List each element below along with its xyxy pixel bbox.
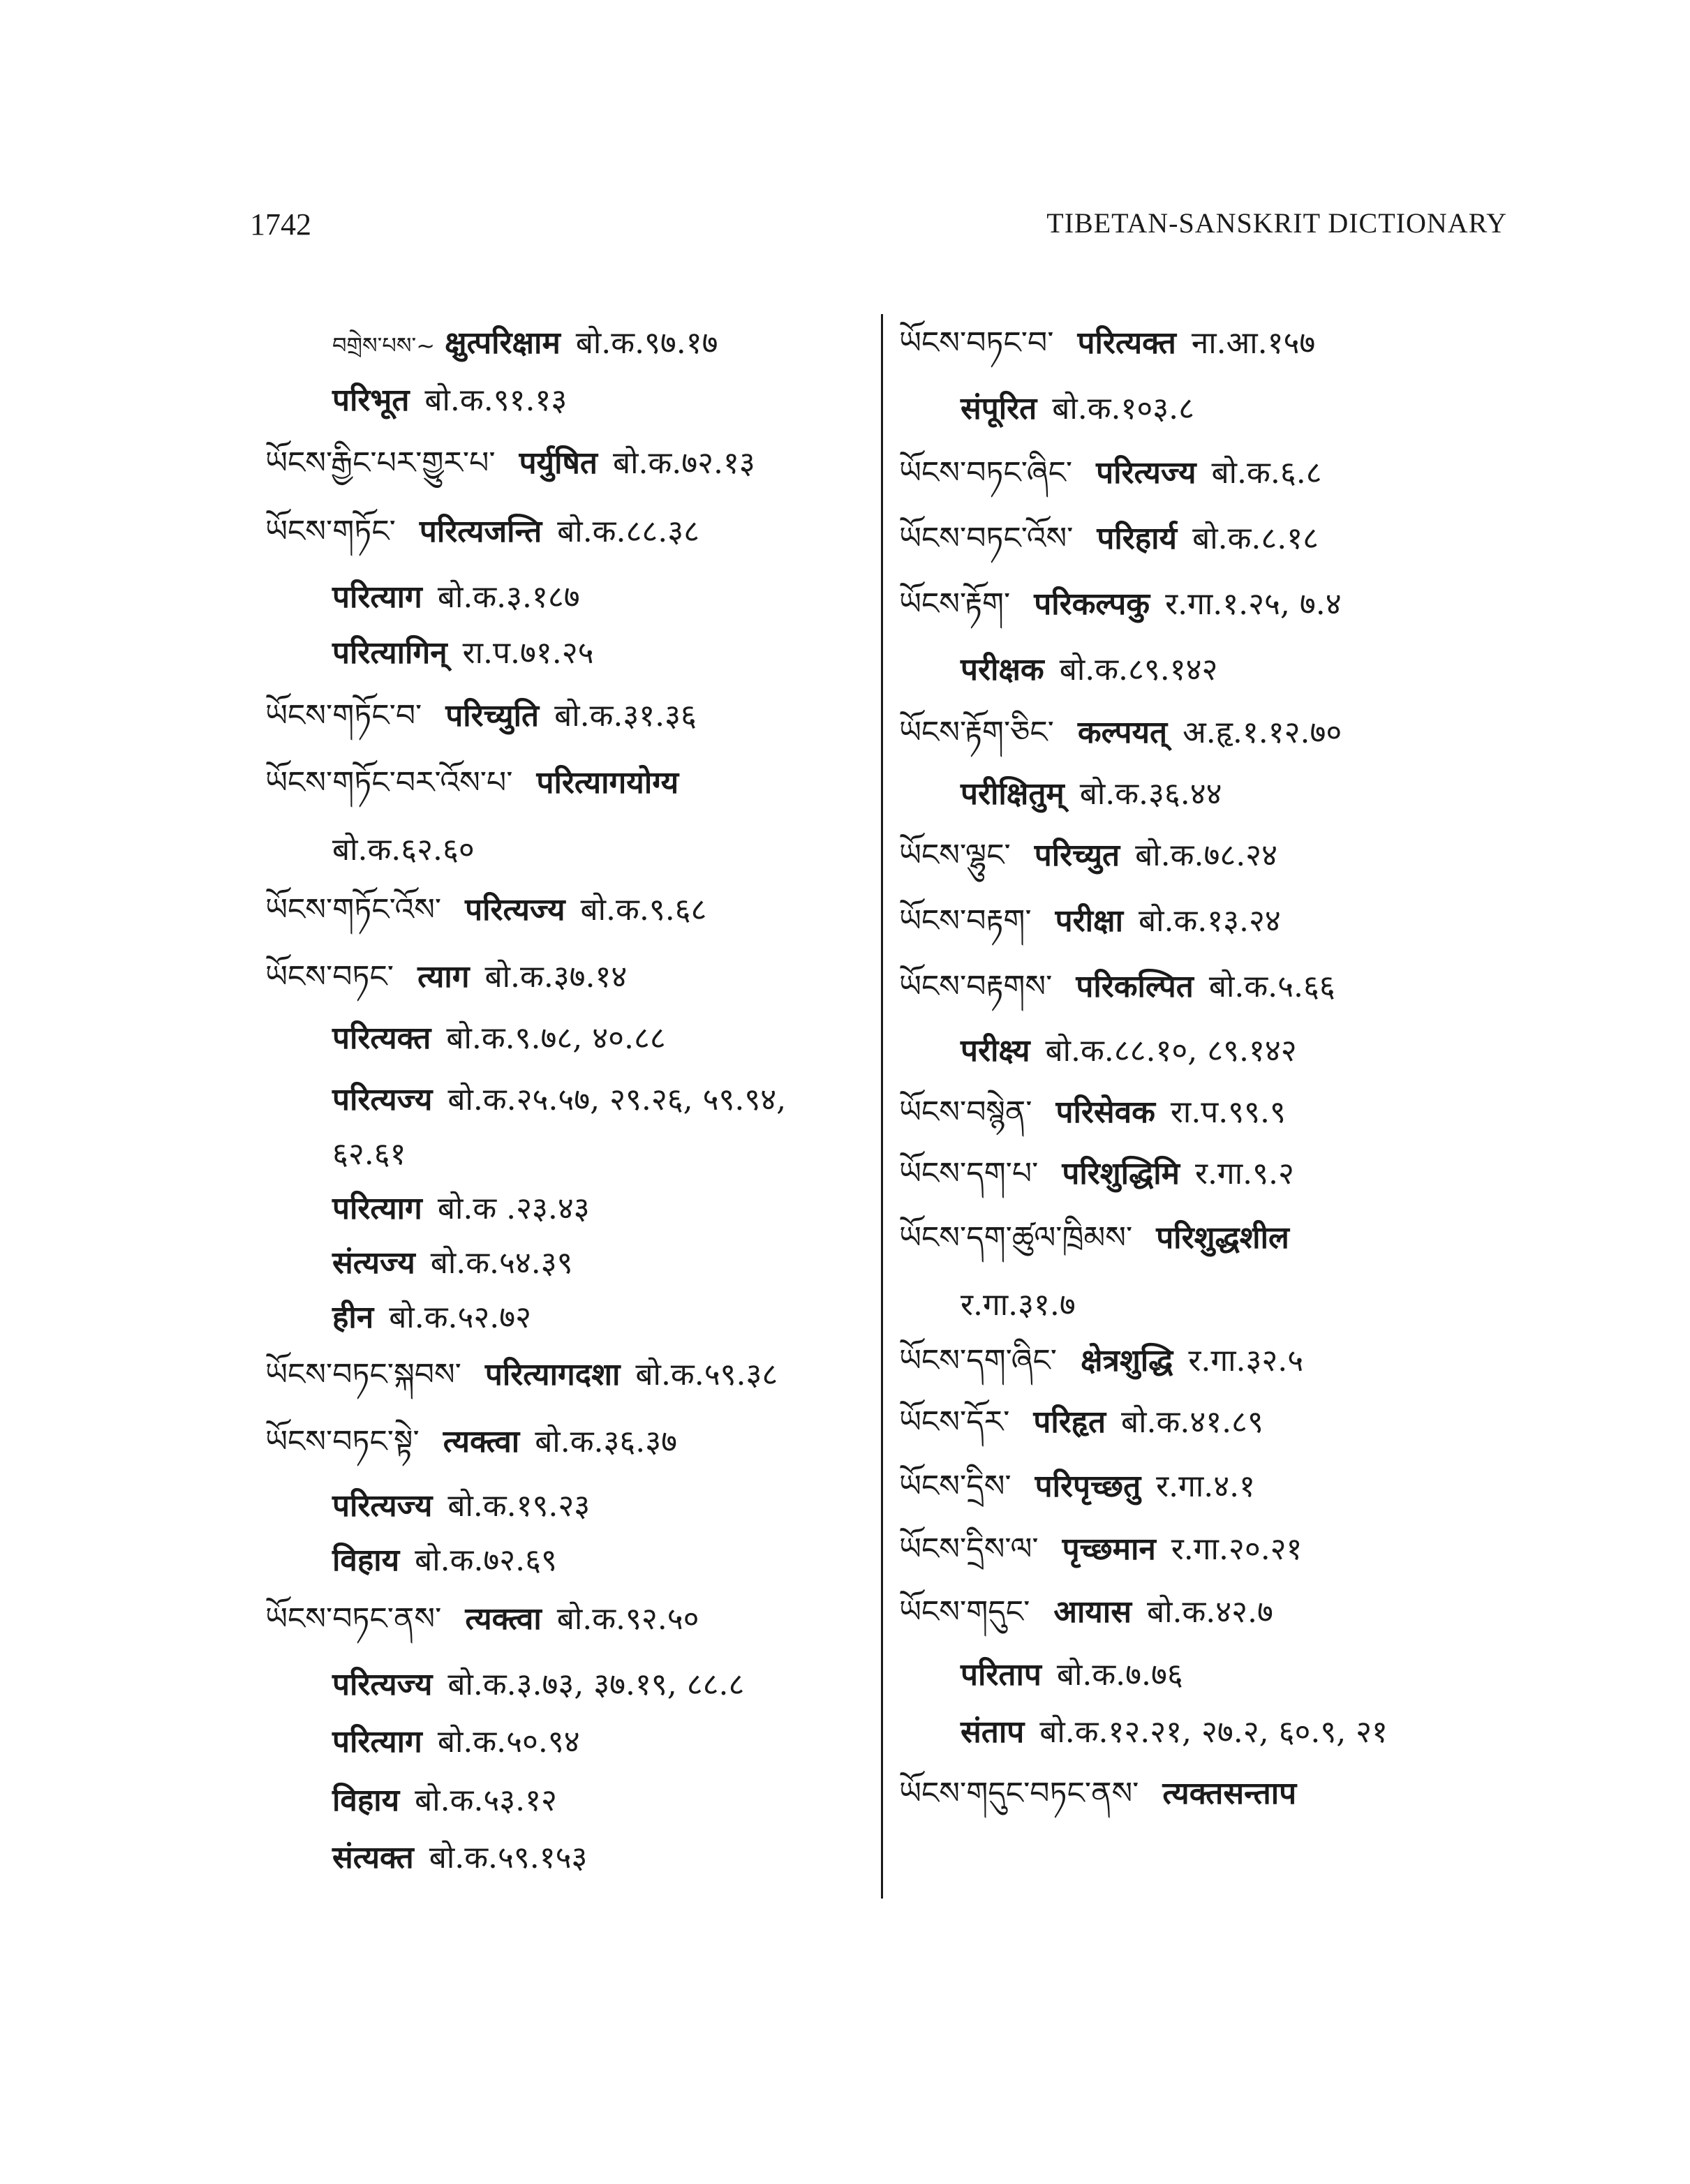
sanskrit-equivalent: आयास <box>1053 1594 1132 1630</box>
dictionary-subentry <box>265 1079 786 1121</box>
source-reference: बो.क.५२.७२ <box>389 1300 531 1335</box>
tibetan-headword: ཡོངས་བརྟག་ <box>899 903 1032 939</box>
sanskrit-equivalent: परित्यज्य <box>1096 455 1196 491</box>
dictionary-entry <box>899 712 1342 754</box>
source-reference: बो.क.६.८ <box>1211 455 1322 491</box>
source-reference: बो.क.५.६६ <box>1208 969 1335 1004</box>
source-reference: बो.क.१०३.८ <box>1052 391 1195 426</box>
dictionary-subentry <box>899 1654 1183 1696</box>
sanskrit-equivalent: परित्यागयोग्य <box>536 765 679 801</box>
dictionary-entry <box>899 966 1335 1008</box>
source-reference: बो.क.२५.५७, २९.२६, ५९.९४, <box>447 1082 787 1117</box>
tibetan-headword: ཡོངས་ལྷུང་ <box>899 838 1011 873</box>
sanskrit-equivalent: संत्यज्य <box>332 1245 415 1281</box>
source-reference: बो.क.८८.१०, ८९.१४२ <box>1045 1033 1297 1069</box>
sanskrit-equivalent: त्याग <box>417 959 470 995</box>
sanskrit-equivalent: परित्यज्य <box>332 1488 433 1524</box>
dictionary-entry <box>265 1598 699 1640</box>
source-reference: बो.क.३१.३६ <box>554 698 697 734</box>
sanskrit-equivalent: परिच्युति <box>445 698 540 734</box>
source-reference: बो.क.७२.६९ <box>415 1543 557 1578</box>
sanskrit-equivalent: परिहृत <box>1033 1404 1106 1440</box>
dictionary-subentry <box>265 577 580 618</box>
sanskrit-equivalent: परित्याग <box>332 1191 422 1226</box>
sanskrit-equivalent: पृच्छमान <box>1062 1531 1156 1567</box>
tibetan-headword: ཡོངས་བསྙེན་ <box>899 1094 1032 1130</box>
dictionary-subentry <box>265 1134 406 1175</box>
dictionary-subentry <box>265 1721 580 1763</box>
dictionary-subentry <box>265 380 567 422</box>
tibetan-headword: ཡོངས་བཏང་བ་ <box>899 325 1054 361</box>
source-reference: बो.क.९.७८, ४०.८८ <box>446 1020 666 1056</box>
sanskrit-equivalent: त्यक्त्वा <box>443 1424 520 1459</box>
dictionary-subentry <box>265 1664 744 1706</box>
sanskrit-equivalent: त्यक्तसन्ताप <box>1162 1776 1297 1811</box>
dictionary-entry <box>265 956 627 998</box>
dictionary-entry <box>265 695 697 737</box>
dictionary-entry <box>265 511 699 553</box>
source-reference: बो.क.५४.३९ <box>430 1245 573 1281</box>
source-reference: बो.क.७८.२४ <box>1135 838 1277 873</box>
dictionary-subentry <box>899 1711 1388 1753</box>
source-reference: र.गा.९.२ <box>1194 1156 1294 1191</box>
tibetan-headword: ཡོངས་གཏོང་འོས་ <box>265 892 442 928</box>
source-reference: रा.प.७१.२५ <box>462 635 594 671</box>
source-reference: बो.क.७२.१३ <box>612 445 755 481</box>
source-reference: बो.क.३६.३७ <box>535 1424 677 1459</box>
source-reference: बो.क.५३.१२ <box>415 1783 557 1818</box>
source-reference: बो.क.४१.८९ <box>1121 1404 1263 1440</box>
sanskrit-equivalent: परीक्षितुम् <box>961 776 1065 812</box>
dictionary-entry <box>899 1773 1312 1815</box>
dictionary-subentry <box>899 1030 1297 1072</box>
dictionary-entry <box>899 1529 1302 1570</box>
sanskrit-equivalent: परित्याग <box>332 1724 422 1760</box>
tibetan-headword: ཡོངས་རྒྱིང་པར་གྱུར་པ་ <box>265 445 496 481</box>
source-reference: बो.क.९२.५० <box>556 1601 699 1637</box>
tibetan-headword: ཡོངས་རྟོག་ <box>899 586 1011 622</box>
source-reference: अ.हृ.१.१२.७० <box>1183 715 1342 750</box>
sanskrit-equivalent: संत्यक्त <box>332 1840 414 1875</box>
dictionary-subentry <box>265 1540 557 1582</box>
source-reference: र.गा.३१.७ <box>961 1287 1076 1323</box>
tibetan-headword: ཡོངས་གཏོང་ <box>265 514 396 549</box>
page-number: 1742 <box>250 207 311 242</box>
sanskrit-equivalent: परिच्युत <box>1034 838 1120 873</box>
dictionary-subentry <box>899 388 1194 430</box>
sanskrit-equivalent: कल्पयत् <box>1077 715 1168 750</box>
dictionary-subentry <box>899 773 1222 815</box>
sanskrit-equivalent: विहाय <box>332 1783 400 1818</box>
source-reference: बो.क.५०.९४ <box>437 1724 580 1760</box>
dictionary-entry <box>265 762 694 804</box>
sanskrit-equivalent: परित्यागदशा <box>484 1357 621 1392</box>
dictionary-entry <box>265 889 706 931</box>
dictionary-subentry <box>265 1018 666 1060</box>
dictionary-subentry <box>265 1837 587 1879</box>
source-reference: बो.क.३६.४४ <box>1079 776 1222 812</box>
tibetan-headword: ཡོངས་བཏང་ <box>265 959 394 995</box>
source-reference: बो.क.९.६८ <box>580 892 707 928</box>
source-reference: र.गा.१.२५, ७.४ <box>1165 586 1342 622</box>
sanskrit-equivalent: परित्यजन्ति <box>419 514 542 549</box>
source-reference: र.गा.३२.५ <box>1188 1343 1304 1379</box>
dictionary-entry <box>899 900 1281 942</box>
sanskrit-equivalent: परित्यज्य <box>332 1082 433 1117</box>
tibetan-headword: ཡོངས་བཏང་སྐབས་ <box>265 1357 461 1392</box>
sanskrit-equivalent: परीक्षक <box>961 652 1044 688</box>
sanskrit-equivalent: परीक्षा <box>1055 903 1123 939</box>
dictionary-entry <box>899 322 1315 364</box>
source-reference: बो.क.५९.३८ <box>635 1357 778 1392</box>
sanskrit-equivalent: हीन <box>332 1300 374 1335</box>
sanskrit-equivalent: विहाय <box>332 1543 400 1578</box>
sanskrit-equivalent: क्षेत्रशुद्धि <box>1081 1343 1173 1379</box>
source-reference: रा.प.९९.९ <box>1170 1094 1286 1130</box>
dictionary-entry <box>899 1466 1255 1508</box>
sanskrit-equivalent: परिशुद्धिमि <box>1062 1156 1180 1191</box>
tibetan-headword: ཡོངས་རྟོག་ཅིང་ <box>899 715 1054 750</box>
tibetan-headword: ཡོངས་གཏོང་བ་ <box>265 698 422 734</box>
source-reference: बो.क.३७.१४ <box>484 959 628 995</box>
tibetan-headword: ཡོངས་བཏང་སྟེ་ <box>265 1424 420 1459</box>
sanskrit-equivalent: परित्यज्य <box>465 892 565 928</box>
sanskrit-equivalent: परित्यक्त <box>332 1020 431 1056</box>
dictionary-subentry <box>265 1242 573 1284</box>
sanskrit-equivalent: परिहार्य <box>1097 521 1178 556</box>
sanskrit-equivalent: परिकल्पकु <box>1034 586 1150 622</box>
dictionary-subentry <box>899 649 1217 691</box>
sanskrit-equivalent: परिकल्पित <box>1076 969 1194 1004</box>
dictionary-subentry <box>265 1780 557 1822</box>
dictionary-entry <box>265 443 755 484</box>
source-reference: ६२.६१ <box>332 1136 406 1172</box>
dictionary-entry <box>899 584 1342 625</box>
source-reference: बो.क.३.७३, ३७.१९, ८८.८ <box>447 1667 745 1702</box>
tibetan-headword: ཡོངས་གདུང་བཏང་ནས་ <box>899 1776 1139 1811</box>
dictionary-entry <box>899 452 1322 494</box>
tibetan-headword: ཡོངས་གཏོང་བར་འོས་པ་ <box>265 765 513 801</box>
running-head: TIBETAN-SANSKRIT DICTIONARY <box>1046 207 1507 239</box>
dictionary-subentry <box>265 632 594 674</box>
sanskrit-equivalent: परिभूत <box>332 382 410 418</box>
sanskrit-equivalent: परीक्ष्य <box>961 1033 1030 1069</box>
tibetan-headword: ཡོངས་དག་ཞིང་ <box>899 1343 1058 1379</box>
sanskrit-equivalent: क्षुत्परिक्षाम <box>445 325 561 361</box>
dictionary-entry <box>899 1340 1303 1382</box>
tibetan-headword: ཡོངས་བཏང་ཞིང་ <box>899 455 1073 491</box>
source-reference: बो.क.८८.३८ <box>557 514 699 549</box>
sanskrit-equivalent: परिशुद्धशील <box>1156 1220 1289 1256</box>
source-reference: बो.क .२३.४३ <box>437 1191 590 1226</box>
source-reference: बो.क.४२.७ <box>1146 1594 1273 1630</box>
source-reference: बो.क.१३.२४ <box>1138 903 1281 939</box>
dictionary-entry <box>899 1217 1305 1259</box>
sanskrit-equivalent: परित्याग <box>332 579 422 615</box>
tibetan-headword: ཡོངས་དྲིས་ལ་ <box>899 1531 1039 1567</box>
source-reference: ना.आ.१५७ <box>1191 325 1316 361</box>
sanskrit-equivalent: परिपृच्छतु <box>1035 1469 1141 1504</box>
source-reference: र.गा.२०.२१ <box>1171 1531 1303 1567</box>
sanskrit-equivalent: परित्यागिन् <box>332 635 447 671</box>
dictionary-entry <box>899 1402 1263 1443</box>
source-reference: बो.क.१२.२१, २७.२, ६०.९, २१ <box>1039 1714 1388 1750</box>
sanskrit-equivalent: संपूरित <box>961 391 1037 426</box>
source-reference: बो.क.९१.१३ <box>424 382 568 418</box>
sanskrit-equivalent: परिताप <box>961 1657 1042 1693</box>
sanskrit-equivalent: त्यक्त्वा <box>465 1601 542 1637</box>
dictionary-entry <box>899 835 1277 877</box>
tibetan-headword: ཡོངས་དོར་ <box>899 1404 1010 1440</box>
dictionary-subentry <box>265 829 475 871</box>
sanskrit-equivalent: पर्युषित <box>519 445 598 481</box>
dictionary-entry <box>899 1092 1286 1134</box>
dictionary-subentry <box>265 1188 590 1230</box>
sanskrit-equivalent: परिसेवक <box>1055 1094 1155 1130</box>
source-reference: बो.क.७.७६ <box>1056 1657 1183 1693</box>
sanskrit-equivalent: परित्यज्य <box>332 1667 433 1702</box>
tibetan-headword: ཡོངས་བཏང་ནས་ <box>265 1601 442 1637</box>
column-divider <box>881 314 883 1899</box>
sanskrit-equivalent: संताप <box>961 1714 1025 1750</box>
source-reference: बो.क.३.१८७ <box>437 579 580 615</box>
dictionary-subentry <box>899 1284 1076 1326</box>
sanskrit-equivalent: परित्यक्त <box>1077 325 1176 361</box>
source-reference: बो.क.६२.६० <box>332 832 475 868</box>
source-reference: बो.क.१९.२३ <box>447 1488 591 1524</box>
tibetan-headword: ཡོངས་དག་ཚུལ་ཁྲིམས་ <box>899 1220 1133 1256</box>
dictionary-entry <box>899 518 1319 560</box>
tibetan-headword: ཡོངས་དྲིས་ <box>899 1469 1011 1504</box>
dictionary-entry <box>265 1354 778 1396</box>
dictionary-subentry <box>265 1485 590 1527</box>
source-reference: बो.क.८.१८ <box>1192 521 1319 556</box>
dictionary-entry <box>899 1153 1294 1195</box>
tibetan-headword: ཡོངས་བཏང་འོས་ <box>899 521 1074 556</box>
dictionary-subentry <box>265 322 718 366</box>
dictionary-entry <box>265 1421 677 1463</box>
tibetan-headword: ཡོངས་བརྟགས་ <box>899 969 1053 1004</box>
dictionary-subentry <box>265 1297 531 1339</box>
source-reference: बो.क.९७.१७ <box>575 325 718 361</box>
tibetan-headword: བགྲེས་པས་~ <box>332 332 436 359</box>
dictionary-entry <box>899 1591 1273 1633</box>
tibetan-headword: ཡོངས་གདུང་ <box>899 1594 1030 1630</box>
source-reference: बो.क.८९.१४२ <box>1059 652 1218 688</box>
source-reference: र.गा.४.१ <box>1156 1469 1256 1504</box>
tibetan-headword: ཡོངས་དག་པ་ <box>899 1156 1039 1191</box>
source-reference: बो.क.५९.१५३ <box>429 1840 588 1875</box>
